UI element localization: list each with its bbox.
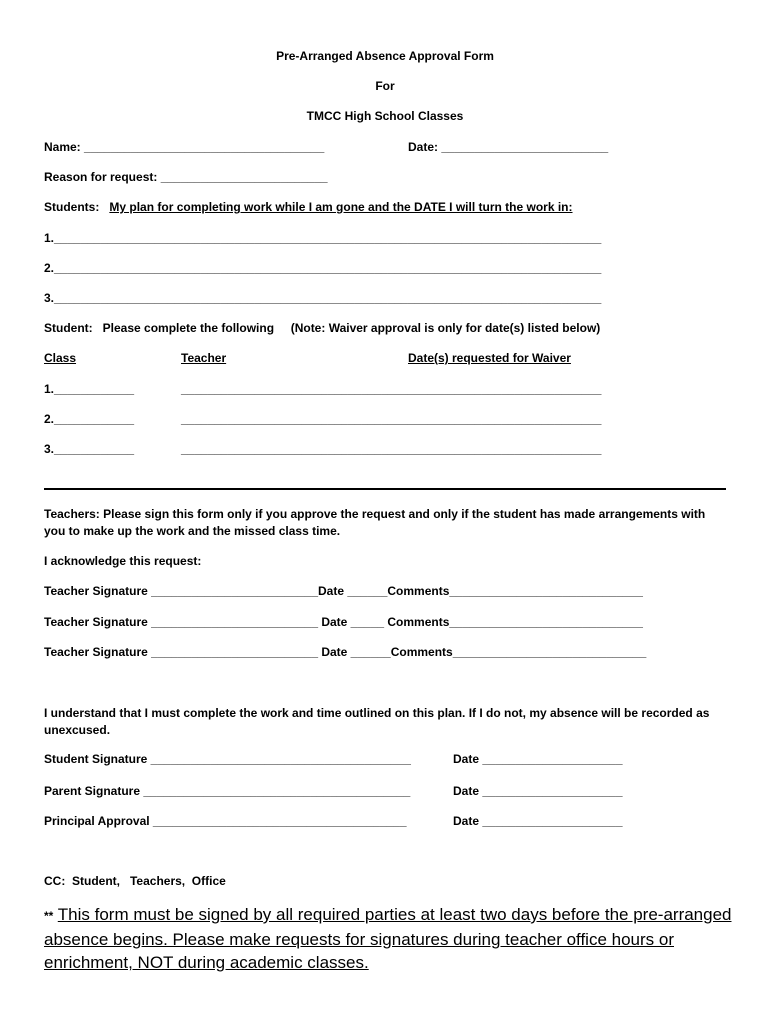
student-signature-date[interactable]: Date _____________________ xyxy=(453,752,623,766)
form-for-label: For xyxy=(375,79,395,93)
reason-field[interactable]: Reason for request: _________________________ xyxy=(44,170,328,184)
note-marker: ** xyxy=(44,909,54,923)
teacher-signature-row-1[interactable]: Teacher Signature _________________________Date ______Comments_____________________________ xyxy=(44,584,643,598)
principal-approval-field[interactable]: Principal Approval ______________________________________ xyxy=(44,814,407,828)
form-subtitle: TMCC High School Classes xyxy=(306,109,464,123)
teacher-signature-row-3[interactable]: Teacher Signature _________________________ Date ______Comments_____________________________ xyxy=(44,645,647,659)
waiver-row-3-details[interactable]: _______________________________________________________________ xyxy=(181,442,602,456)
parent-signature-date[interactable]: Date _____________________ xyxy=(453,784,623,798)
waiver-row-2-details[interactable]: _______________________________________________________________ xyxy=(181,412,602,426)
waiver-row-1-details[interactable]: _______________________________________________________________ xyxy=(181,382,602,396)
student-signature-field[interactable]: Student Signature _______________________________________ xyxy=(44,752,411,766)
waiver-col-teacher: Teacher xyxy=(181,351,227,365)
plan-line-2[interactable]: 2.__________________________________________________________________________________ xyxy=(44,261,602,275)
footer-note xyxy=(44,903,734,974)
waiver-col-dates: Date(s) requested for Waiver xyxy=(408,351,571,365)
plan-line-1[interactable]: 1.__________________________________________________________________________________ xyxy=(44,231,602,245)
parent-signature-field[interactable]: Parent Signature ________________________________________ xyxy=(44,784,411,798)
acknowledge-label: I acknowledge this request: xyxy=(44,554,202,568)
agreement-line-2: unexcused. xyxy=(44,723,111,737)
section-divider xyxy=(44,488,726,490)
teacher-instruction-line-1: Teachers: Please sign this form only if you approve the request and only if the student has made arrangements with xyxy=(44,507,706,521)
plan-heading-prefix: Students: xyxy=(44,200,100,214)
cc-line: CC: Student, Teachers, Office xyxy=(44,874,226,888)
waiver-row-3-class[interactable]: 3.____________ xyxy=(44,442,135,456)
note-text: This form must be signed by all required parties at least two days before the pre-arranged absence begins. Please make requests for signatures during teacher office hours or enrichment, NOT during academic classes. xyxy=(44,905,732,972)
teacher-signature-row-2[interactable]: Teacher Signature _________________________ Date _____ Comments_____________________________ xyxy=(44,615,643,629)
waiver-row-2-class[interactable]: 2.____________ xyxy=(44,412,135,426)
plan-heading xyxy=(44,200,573,214)
date-field[interactable]: Date: _________________________ xyxy=(408,140,609,154)
form-title: Pre-Arranged Absence Approval Form xyxy=(276,49,494,63)
waiver-instruction: Student: Please complete the following (Note: Waiver approval is only for date(s) listed below) xyxy=(44,321,601,335)
teacher-instruction-line-2: you to make up the work and the missed class time. xyxy=(44,524,341,538)
name-field[interactable]: Name: ____________________________________ xyxy=(44,140,325,154)
plan-heading-text: My plan for completing work while I am gone and the DATE I will turn the work in: xyxy=(109,200,573,214)
waiver-row-1-class[interactable]: 1.____________ xyxy=(44,382,135,396)
agreement-line-1: I understand that I must complete the work and time outlined on this plan. If I do not, my absence will be recorded as xyxy=(44,706,710,720)
plan-line-3[interactable]: 3.__________________________________________________________________________________ xyxy=(44,291,602,305)
principal-approval-date[interactable]: Date _____________________ xyxy=(453,814,623,828)
waiver-col-class: Class xyxy=(44,351,77,365)
